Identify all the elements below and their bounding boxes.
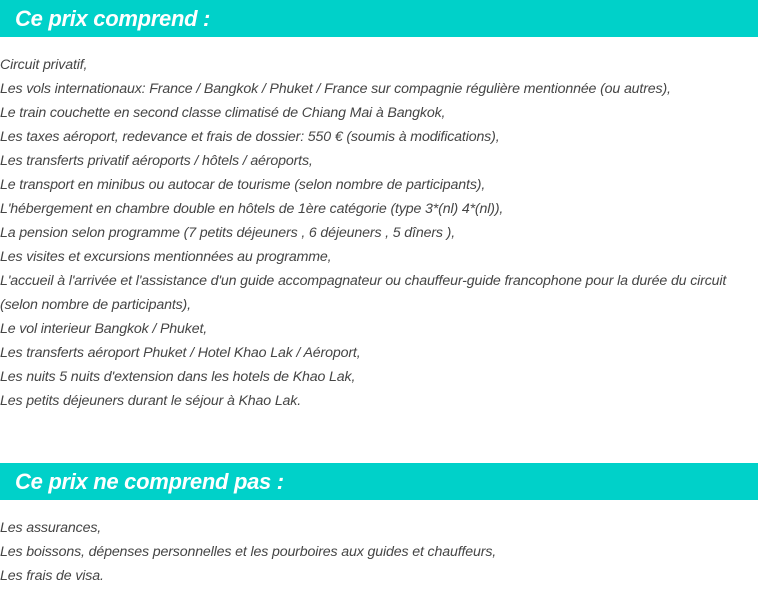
list-item: Les boissons, dépenses personnelles et les pourboires aux guides et chauffeurs, <box>0 544 497 560</box>
list-item: Le train couchette en second classe climatisé de Chiang Mai à Bangkok, <box>0 105 446 121</box>
included-header <box>0 0 758 37</box>
list-item: L'hébergement en chambre double en hôtels de 1ère catégorie (type 3*(nl) 4*(nl)), <box>0 201 504 217</box>
included-title: Ce prix comprend : <box>15 6 211 31</box>
list-item: Les taxes aéroport, redevance et frais de dossier: 550 € (soumis à modifications), <box>0 129 500 145</box>
list-item: Le vol interieur Bangkok / Phuket, <box>0 321 208 337</box>
excluded-title: Ce prix ne comprend pas : <box>15 469 284 494</box>
list-item: Les petits déjeuners durant le séjour à Khao Lak. <box>0 393 302 409</box>
list-item: Les frais de visa. <box>0 568 104 584</box>
list-item: Les assurances, <box>0 520 102 536</box>
excluded-list <box>0 516 758 588</box>
list-item: Circuit privatif, <box>0 57 88 73</box>
included-list <box>0 53 758 413</box>
list-item: Les vols internationaux: France / Bangkok / Phuket / France sur compagnie régulière mentionnée (ou autres), <box>0 81 671 97</box>
list-item: La pension selon programme (7 petits déjeuners , 6 déjeuners , 5 dîners ), <box>0 225 455 241</box>
list-item: Les visites et excursions mentionnées au programme, <box>0 249 332 265</box>
excluded-section <box>0 463 758 588</box>
list-item: L'accueil à l'arrivée et l'assistance d'un guide accompagnateur ou chauffeur-guide francophone pour la durée du circuit (selon nombre de participants), <box>0 273 727 313</box>
list-item: Les transferts aéroport Phuket / Hotel Khao Lak / Aéroport, <box>0 345 361 361</box>
excluded-header <box>0 463 758 500</box>
list-item: Les nuits 5 nuits d'extension dans les hotels de Khao Lak, <box>0 369 356 385</box>
list-item: Les transferts privatif aéroports / hôtels / aéroports, <box>0 153 313 169</box>
list-item: Le transport en minibus ou autocar de tourisme (selon nombre de participants), <box>0 177 486 193</box>
